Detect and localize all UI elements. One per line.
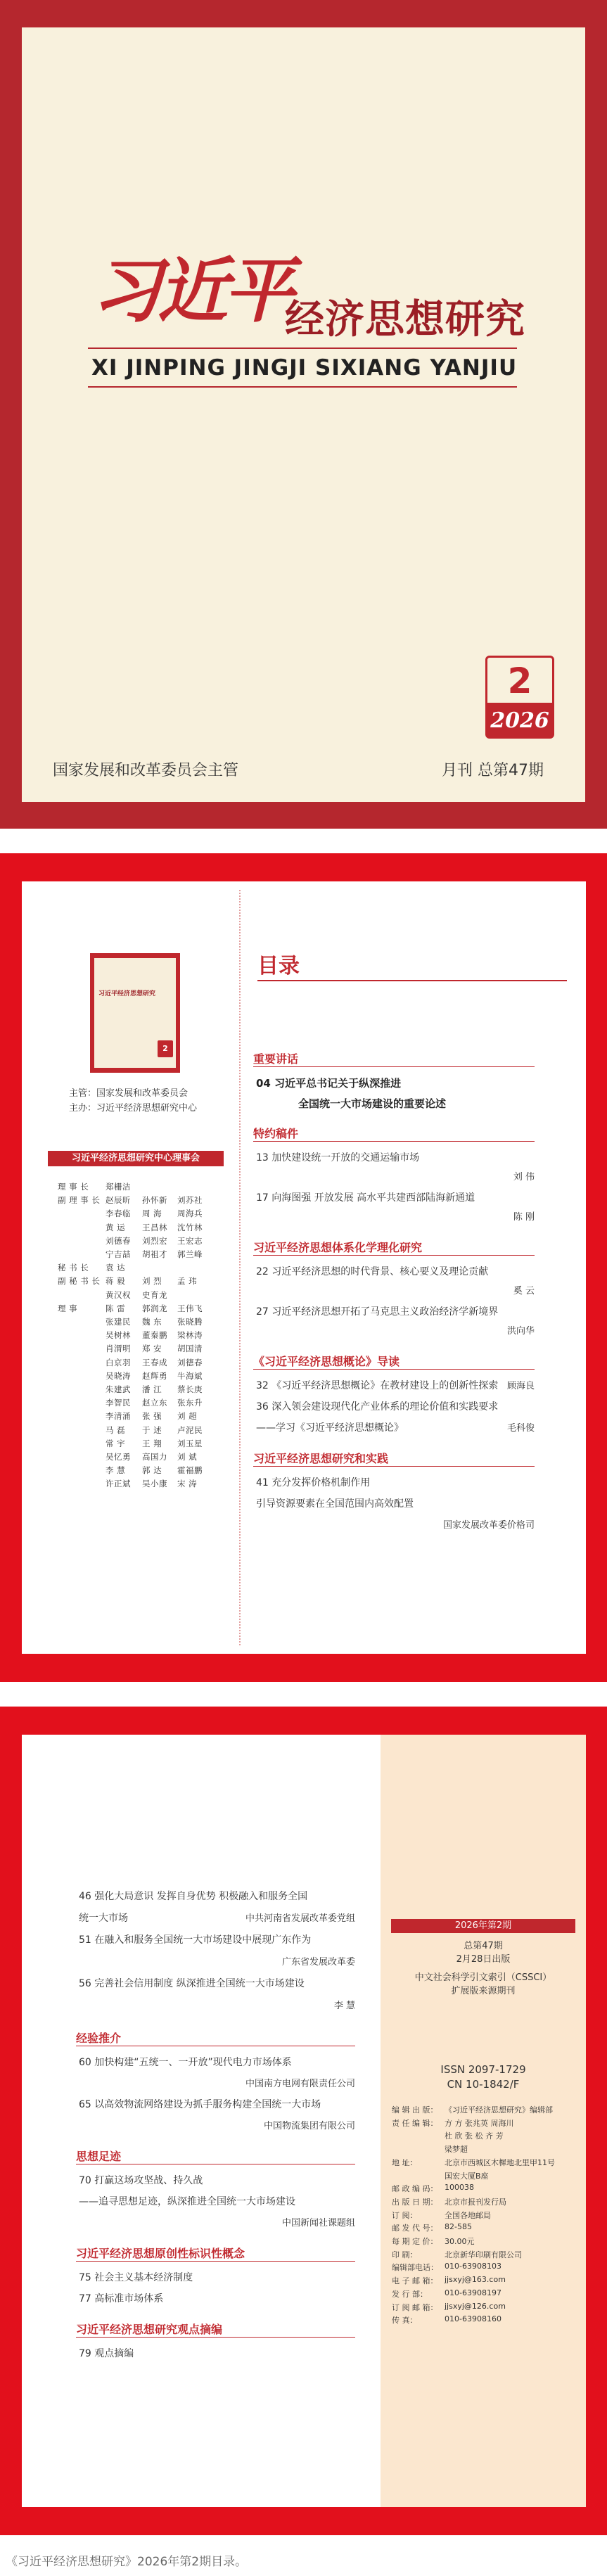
cover-publisher: 国家发展和改革委员会主管 — [53, 762, 239, 779]
masthead-info-label: 订 阅： — [392, 2210, 418, 2220]
council-member: 许正斌 — [106, 1479, 131, 1489]
toc-article-title: 36 深入领会建设现代化产业体系的理论价值和实践要求 — [256, 1401, 499, 1413]
masthead-info-label: 传 真： — [392, 2316, 418, 2326]
masthead-info-value: 国宏大厦B座 — [445, 2171, 489, 2181]
masthead-cn: CN 10-1842/F — [447, 2078, 520, 2091]
council-member: 刘德春 — [177, 1357, 203, 1367]
council-member: 黄 运 — [106, 1222, 126, 1232]
toc-section-title: 重要讲话 — [253, 1052, 299, 1066]
masthead-index-2: 扩展版来源期刊 — [451, 1986, 516, 1996]
column-divider — [239, 890, 241, 1645]
toc-article-title: 全国统一大市场建设的重要论述 — [298, 1097, 447, 1110]
masthead-info-value: 杜 欣 张 松 齐 芳 — [445, 2131, 504, 2141]
masthead-info-value: 北京市报刊发行局 — [445, 2197, 506, 2207]
toc-article-author: 陈 刚 — [513, 1212, 535, 1223]
masthead-publish-date: 2月28日出版 — [456, 1954, 511, 1965]
council-member: 陈 雷 — [106, 1303, 126, 1313]
council-member: 周 海 — [142, 1209, 162, 1219]
council-member: 李智民 — [106, 1398, 131, 1408]
council-member: 吴树林 — [106, 1330, 131, 1341]
council-role: 副 理 事 长 — [58, 1195, 101, 1206]
council-member: 魏 东 — [142, 1317, 162, 1327]
mini-cover-issue: 2 — [158, 1040, 173, 1057]
council-role: 理 事 长 — [58, 1182, 89, 1192]
issue-number: 2 — [485, 656, 554, 705]
toc-section-title: 特约稿件 — [253, 1127, 299, 1140]
issue-year: 2026 — [490, 708, 549, 733]
masthead-info-value: 梁梦超 — [445, 2145, 468, 2155]
council-member: 赵立东 — [142, 1398, 167, 1408]
toc-article-author: 洪向华 — [506, 1326, 535, 1337]
toc-article-title: 统一大市场 — [79, 1913, 128, 1924]
toc-article-author: 刘 伟 — [513, 1172, 535, 1182]
toc-section-title: 习近平经济思想原创性标识性概念 — [76, 2247, 245, 2260]
council-member: 刘 烈 — [142, 1276, 162, 1287]
council-member: 黄汉权 — [106, 1289, 131, 1300]
toc-article-title: 32 《习近平经济思想概论》在教材建设上的创新性探索 — [256, 1380, 499, 1391]
masthead-info-label: 印 刷： — [392, 2250, 418, 2259]
toc-article-title: 27 习近平经济思想开拓了马克思主义政治经济学新境界 — [256, 1306, 499, 1318]
masthead-info-label: 编 辑 出 版： — [392, 2105, 438, 2115]
toc-article-author: 顾海良 — [506, 1381, 535, 1391]
mini-cover-title: 习近平经济思想研究 — [98, 990, 156, 997]
masthead-index-1: 中文社会科学引文索引（CSSCI） — [414, 1972, 552, 1983]
council-member: 周海兵 — [177, 1209, 203, 1219]
masthead-info-value: 010-63908197 — [445, 2288, 501, 2297]
council-member: 沈竹林 — [177, 1222, 203, 1232]
toc-article-author: 广东省发展改革委 — [281, 1957, 355, 1968]
cover-calligraphy-title: 习近平 — [91, 249, 290, 332]
issue-badge — [485, 656, 554, 739]
council-member: 孟 玮 — [177, 1276, 198, 1287]
toc-section-title: 《习近平经济思想概论》导读 — [253, 1355, 400, 1368]
council-member: 白京羽 — [106, 1357, 131, 1367]
masthead-info-label: 发 行 部： — [392, 2289, 428, 2299]
toc-section-divider — [76, 2261, 355, 2262]
council-member: 霍福鹏 — [177, 1465, 203, 1476]
council-member: 史育龙 — [142, 1289, 167, 1300]
council-member: 马 磊 — [106, 1424, 126, 1435]
toc-section-title: 思想足迹 — [76, 2150, 122, 2163]
organizer-label: 主办：习近平经济思想研究中心 — [69, 1103, 198, 1114]
council-member: 孙怀新 — [142, 1195, 167, 1206]
toc-article-author: 中国南方电网有限责任公司 — [245, 2079, 355, 2089]
masthead-info-value: 方 方 张兆英 周海川 — [445, 2118, 514, 2128]
council-member: 董秦鹏 — [142, 1330, 167, 1341]
masthead-issn: ISSN 2097-1729 — [440, 2063, 526, 2076]
masthead-info-value: 北京市西城区木樨地北里甲11号 — [445, 2157, 555, 2167]
council-member: 宋 涛 — [177, 1479, 198, 1489]
toc-article-title: 46 强化大局意识 发挥自身优势 积极融入和服务全国 — [79, 1891, 308, 1902]
council-role: 秘 书 长 — [58, 1263, 89, 1273]
council-member: 郭兰峰 — [177, 1249, 203, 1259]
council-member: 潘 江 — [142, 1384, 162, 1394]
toc-section-divider — [253, 1141, 535, 1142]
masthead-info-label: 每 期 定 价： — [392, 2237, 438, 2246]
council-member: 李 慧 — [106, 1465, 126, 1476]
toc-heading: 目录 — [257, 954, 300, 978]
toc-article-title: ——追寻思想足迹，纵深推进全国统一大市场建设 — [79, 2196, 295, 2207]
council-member: 袁 达 — [106, 1263, 126, 1273]
toc-article-title: 77 高标准市场体系 — [79, 2293, 164, 2304]
image-caption: 《习近平经济思想研究》2026年第2期目录。 — [6, 2555, 248, 2569]
council-member: 常 宇 — [106, 1438, 126, 1448]
masthead-info-label: 责 任 编 辑： — [392, 2118, 438, 2128]
toc-article-title: 17 向海图强 开放发展 高水平共建西部陆海新通道 — [256, 1192, 475, 1204]
sponsor-label: 主管：国家发展和改革委员会 — [69, 1088, 189, 1099]
council-member: 郑栅洁 — [106, 1182, 131, 1192]
council-member: 张建民 — [106, 1317, 131, 1327]
masthead-info-label: 编辑部电话： — [392, 2263, 438, 2273]
council-member: 郭 达 — [142, 1465, 162, 1476]
council-title: 习近平经济思想研究中心理事会 — [48, 1151, 224, 1166]
toc-article-title: 56 完善社会信用制度 纵深推进全国统一大市场建设 — [79, 1978, 305, 1989]
council-member: 宁吉喆 — [106, 1249, 131, 1259]
council-member: 刘玉星 — [177, 1438, 203, 1448]
council-member: 赵辰昕 — [106, 1195, 131, 1206]
council-member: 李春临 — [106, 1209, 131, 1219]
council-member: 牛海斌 — [177, 1370, 203, 1381]
council-member: 刘 斌 — [177, 1452, 198, 1462]
toc-article-title: ——学习《习近平经济思想概论》 — [256, 1422, 404, 1434]
toc-article-title: 70 打赢这场攻坚战、持久战 — [79, 2175, 203, 2186]
toc-article-author: 李 慧 — [333, 2001, 355, 2011]
masthead-info-label: 地 址： — [392, 2157, 418, 2167]
masthead-info-value: jjsxyj@126.com — [445, 2301, 506, 2311]
masthead-info-value: 30.00元 — [445, 2237, 475, 2246]
toc-article-author: 中国物流集团有限公司 — [263, 2121, 355, 2131]
masthead-total-issue: 总第47期 — [464, 1941, 503, 1951]
council-member: 梁林涛 — [177, 1330, 203, 1341]
council-member: 卢泥民 — [177, 1424, 203, 1435]
masthead-info-label: 邮 政 编 码： — [392, 2184, 438, 2194]
toc-article-title: 75 社会主义基本经济制度 — [79, 2272, 193, 2283]
council-member: 赵辉勇 — [142, 1370, 167, 1381]
cover-pinyin: XI JINPING JINGJI SIXIANG YANJIU — [91, 355, 518, 381]
masthead-issue-bar: 2026年第2期 — [391, 1919, 575, 1933]
masthead-info-value: 《习近平经济思想研究》编辑部 — [445, 2105, 553, 2115]
toc-section-divider — [253, 1255, 535, 1256]
toc-article-title: 79 观点摘编 — [79, 2348, 134, 2359]
toc-article-author: 国家发展改革委价格司 — [442, 1520, 535, 1531]
masthead-info-value: 100038 — [445, 2183, 474, 2193]
council-member: 刘苏社 — [177, 1195, 203, 1206]
masthead-info-value: jjsxyj@163.com — [445, 2275, 506, 2285]
toc-article-title: 13 加快建设统一开放的交通运输市场 — [256, 1152, 420, 1163]
toc-section-divider — [253, 1466, 535, 1467]
masthead-info-label: 电 子 邮 箱： — [392, 2276, 438, 2286]
masthead-info-label: 出 版 日 期： — [392, 2197, 438, 2207]
council-member: 吴小康 — [142, 1479, 167, 1489]
council-member: 郭润龙 — [142, 1303, 167, 1313]
toc-article-author: 中国新闻社课题组 — [281, 2218, 355, 2229]
council-member: 王 翔 — [142, 1438, 162, 1448]
toc-section-divider — [253, 1066, 535, 1067]
council-member: 张 强 — [142, 1411, 162, 1422]
council-member: 刘德春 — [106, 1235, 131, 1246]
toc-article-title: 04 习近平总书记关于纵深推进 — [256, 1077, 402, 1090]
council-member: 刘烈宏 — [142, 1235, 167, 1246]
council-member: 王宏志 — [177, 1235, 203, 1246]
council-member: 蔡长庚 — [177, 1384, 203, 1394]
council-member: 王昌林 — [142, 1222, 167, 1232]
cover-periodical: 月刊 总第47期 — [442, 762, 544, 779]
toc-section-divider — [253, 1369, 535, 1370]
masthead-info-value: 82-585 — [445, 2222, 472, 2232]
council-member: 高国力 — [142, 1452, 167, 1462]
toc-section-divider — [76, 2337, 355, 2338]
council-member: 吴晓涛 — [106, 1370, 131, 1381]
council-member: 吴忆勇 — [106, 1452, 131, 1462]
council-member: 张东升 — [177, 1398, 203, 1408]
council-role: 副 秘 书 长 — [58, 1276, 101, 1287]
council-member: 胡国清 — [177, 1344, 203, 1354]
toc-section-title: 经验推介 — [76, 2032, 122, 2045]
masthead-info-label: 邮 发 代 号： — [392, 2224, 438, 2233]
toc-article-title: 引导资源要素在全国范围内高效配置 — [256, 1498, 414, 1510]
cover-title: 经济思想研究 — [285, 297, 525, 343]
council-member: 刘 超 — [177, 1411, 198, 1422]
toc-heading-underline — [257, 980, 567, 981]
toc-article-author: 毛科俊 — [506, 1423, 535, 1434]
toc-section-title: 习近平经济思想体系化学理化研究 — [253, 1241, 423, 1254]
council-role: 理 事 — [58, 1303, 78, 1313]
toc-article-author: 奚 云 — [513, 1286, 535, 1296]
toc-section-title: 习近平经济思想研究观点摘编 — [76, 2323, 223, 2336]
toc-section-title: 习近平经济思想研究和实践 — [253, 1452, 389, 1465]
council-member: 王春成 — [142, 1357, 167, 1367]
toc-article-title: 60 加快构建“五统一、一开放”现代电力市场体系 — [79, 2057, 292, 2068]
council-member: 张晓腾 — [177, 1317, 203, 1327]
toc-article-title: 41 充分发挥价格机制作用 — [256, 1477, 371, 1488]
mini-cover-thumbnail — [90, 953, 180, 1073]
council-member: 朱建武 — [106, 1384, 131, 1394]
masthead-info-value: 010-63908160 — [445, 2314, 501, 2324]
council-member: 于 述 — [142, 1424, 162, 1435]
council-member: 蒋 毅 — [106, 1276, 126, 1287]
toc-article-title: 65 以高效物流网络建设为抓手服务构建全国统一大市场 — [79, 2099, 321, 2110]
toc-article-author: 中共河南省发展改革委党组 — [245, 1913, 355, 1924]
council-member: 郑 安 — [142, 1344, 162, 1354]
cover-divider-top — [88, 347, 517, 349]
council-member: 肖渭明 — [106, 1344, 131, 1354]
toc-article-title: 51 在融入和服务全国统一大市场建设中展现广东作为 — [79, 1934, 312, 1946]
masthead-info-value: 010-63908103 — [445, 2262, 501, 2271]
toc-article-title: 22 习近平经济思想的时代背景、核心要义及理论贡献 — [256, 1266, 489, 1277]
council-member: 胡祖才 — [142, 1249, 167, 1259]
masthead-info-value: 北京新华印刷有限公司 — [445, 2250, 522, 2259]
masthead-info-label: 订 阅 邮 箱： — [392, 2302, 438, 2312]
cover-divider-bottom — [88, 386, 517, 388]
masthead-info-value: 全国各地邮局 — [445, 2210, 491, 2220]
council-member: 李清涌 — [106, 1411, 131, 1422]
council-member: 王伟飞 — [177, 1303, 203, 1313]
